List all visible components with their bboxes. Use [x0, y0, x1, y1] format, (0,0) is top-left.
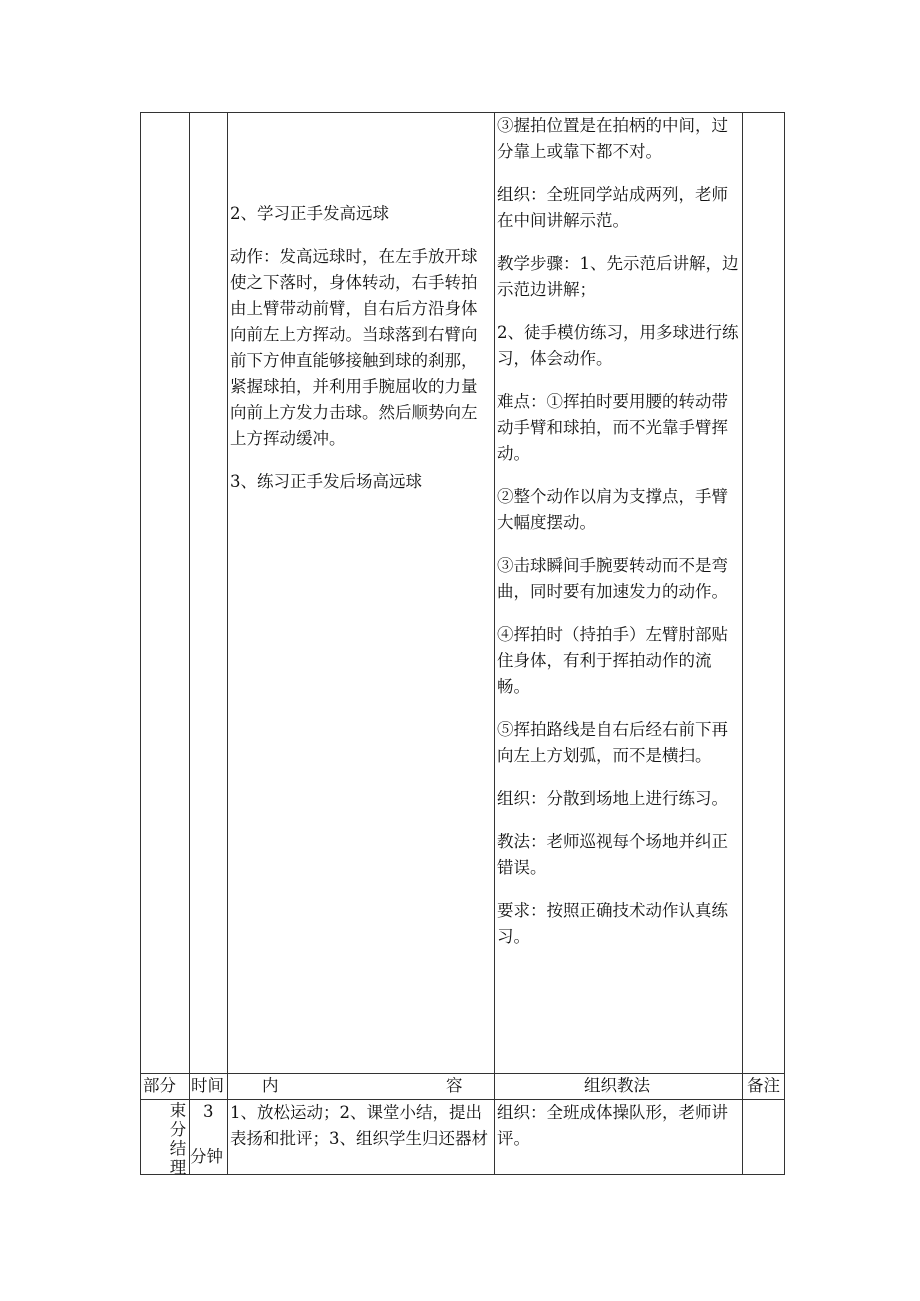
- final-part-char: 结: [169, 1139, 187, 1158]
- col-border-left: [140, 112, 141, 1175]
- method-item-scatter-practice: 组织：分散到场地上进行练习。: [497, 789, 728, 808]
- final-time-number: 3: [203, 1102, 214, 1121]
- method-item-difficulty-1: 难点：①挥拍时要用腰的转动带动手臂和球拍，而不光靠手臂挥动。: [497, 392, 728, 463]
- method-item-imitation-practice: 2、徒手模仿练习，用多球进行练习，体会动作。: [497, 323, 739, 368]
- header-content-right: 容: [446, 1076, 463, 1095]
- table-bottom-border: [140, 1174, 785, 1175]
- content-item-practice-high-serve: 3、练习正手发后场高远球: [230, 472, 422, 491]
- final-part-char: 束: [169, 1101, 187, 1120]
- method-item-difficulty-2: ②整个动作以肩为支撑点，手臂大幅度摆动。: [497, 487, 728, 532]
- content-item-action-description: 动作：发高远球时，在左手放开球使之下落时，身体转动，右手转拍由上臂带动前臂，自右后方沿身体向前左上方挥动。当球落到右臂向前下方伸直能够接触到球的刹那，紧握球拍，并利用手腕屈收的力量向前上方发力击球。然后顺势向左上方挥动缓冲。: [230, 247, 478, 448]
- method-item-difficulty-3: ③击球瞬间手腕要转动而不是弯曲，同时要有加速发力的动作。: [497, 556, 728, 601]
- header-content-left: 内: [262, 1076, 279, 1095]
- col-border-content-method: [494, 112, 495, 1175]
- header-part: 部分: [143, 1076, 176, 1095]
- col-border-time-content: [227, 112, 228, 1175]
- method-item-teaching-method: 教法：老师巡视每个场地并纠正错误。: [497, 832, 728, 877]
- content-item-learn-high-serve: 2、学习正手发高远球: [230, 204, 389, 223]
- final-part-label: [168, 1101, 188, 1177]
- upper-content-cell: [230, 201, 493, 495]
- final-part-char: 理: [169, 1158, 187, 1177]
- header-time: 时间: [191, 1076, 224, 1095]
- final-method-text: 组织：全班成体操队形，老师讲评。: [497, 1103, 728, 1148]
- method-item-grip-position: ③握拍位置是在拍柄的中间，过分靠上或靠下都不对。: [497, 116, 728, 161]
- method-item-teaching-steps: 教学步骤：1、先示范后讲解，边示范边讲解；: [497, 254, 739, 299]
- col-border-part-time: [189, 112, 190, 1175]
- method-item-difficulty-5: ⑤挥拍路线是自右后经右前下再向左上方划弧，而不是横扫。: [497, 720, 728, 765]
- upper-method-cell: [497, 113, 743, 950]
- final-method-cell: [497, 1100, 743, 1152]
- method-item-requirement: 要求：按照正确技术动作认真练习。: [497, 901, 728, 946]
- header-row-top-border: [140, 1073, 785, 1074]
- final-content-text: 1、放松运动；2、课堂小结，提出表扬和批评；3、组织学生归还器材: [230, 1103, 488, 1148]
- header-note: 备注: [747, 1076, 780, 1095]
- final-time-unit: 分钟: [190, 1147, 223, 1166]
- final-part-char: 分: [169, 1120, 187, 1139]
- method-item-organization: 组织：全班同学站成两列，老师在中间讲解示范。: [497, 185, 728, 230]
- method-item-difficulty-4: ④挥拍时（持拍手）左臂肘部贴住身体，有利于挥拍动作的流畅。: [497, 625, 728, 696]
- header-method: 组织教法: [584, 1076, 650, 1095]
- final-content-cell: [230, 1100, 493, 1152]
- col-border-right: [784, 112, 785, 1175]
